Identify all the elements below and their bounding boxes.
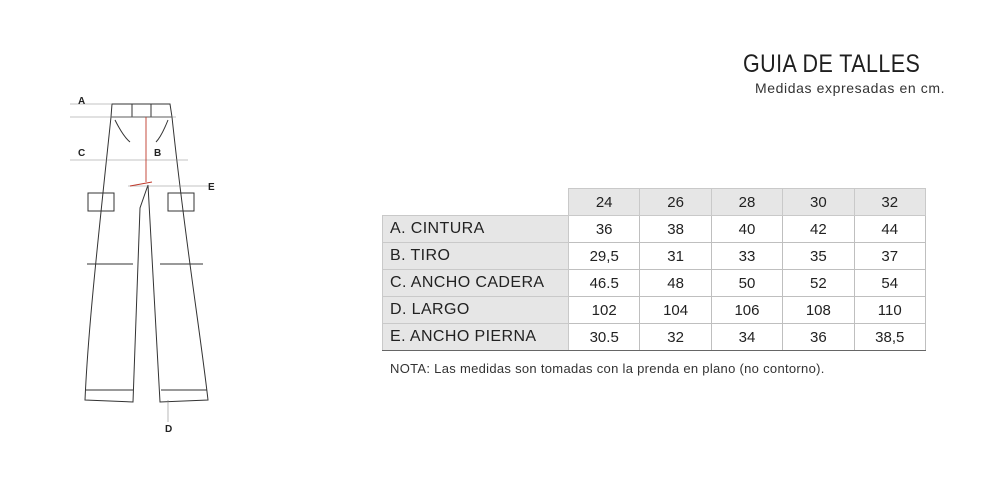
measure-cell: 106 [711,297,782,324]
page-subtitle: Medidas expresadas en cm. [755,80,946,96]
row-label: C. ANCHO CADERA [383,270,569,297]
size-table [382,188,926,351]
label-a: A [78,96,86,107]
measure-b-line [130,117,152,186]
measure-cell: 48 [640,270,711,297]
measure-cell: 104 [640,297,711,324]
measure-cell: 50 [711,270,782,297]
note-text [390,361,825,376]
size-chart [382,188,925,351]
size-header: 28 [711,189,782,216]
label-e: E [208,182,215,193]
page-title: GUIA DE TALLES [743,50,921,78]
measure-cell: 36 [783,324,854,351]
table-row [383,243,926,270]
measure-cell: 38,5 [854,324,925,351]
measure-cell: 102 [569,297,640,324]
waistband [111,104,172,117]
pants-diagram [70,90,230,435]
label-b: B [154,148,162,159]
measure-cell: 36 [569,216,640,243]
label-c: C [78,148,86,159]
size-header: 24 [569,189,640,216]
size-header: 26 [640,189,711,216]
measure-cell: 110 [854,297,925,324]
table-row [383,324,926,351]
front-pocket [115,120,130,142]
label-d: D [165,424,173,435]
measure-cell: 31 [640,243,711,270]
measure-cell: 33 [711,243,782,270]
size-header-row [383,189,926,216]
measure-cell: 44 [854,216,925,243]
corner-cell [383,189,569,216]
measure-cell: 30.5 [569,324,640,351]
measure-cell: 37 [854,243,925,270]
table-row [383,270,926,297]
measure-cell: 108 [783,297,854,324]
measure-cell: 32 [640,324,711,351]
note-prefix: NOTA: [390,361,431,376]
table-row [383,216,926,243]
front-pocket [156,120,168,142]
measure-cell: 40 [711,216,782,243]
measure-cell: 54 [854,270,925,297]
table-row [383,297,926,324]
measure-cell: 34 [711,324,782,351]
measure-cell: 35 [783,243,854,270]
measure-cell: 42 [783,216,854,243]
measure-cell: 46.5 [569,270,640,297]
measure-cell: 52 [783,270,854,297]
note-body: Las medidas son tomadas con la prenda en plano (no contorno). [430,361,825,376]
measure-cell: 29,5 [569,243,640,270]
row-label: E. ANCHO PIERNA [383,324,569,351]
row-label: B. TIRO [383,243,569,270]
size-header: 30 [783,189,854,216]
row-label: D. LARGO [383,297,569,324]
measure-cell: 38 [640,216,711,243]
row-label: A. CINTURA [383,216,569,243]
size-header: 32 [854,189,925,216]
